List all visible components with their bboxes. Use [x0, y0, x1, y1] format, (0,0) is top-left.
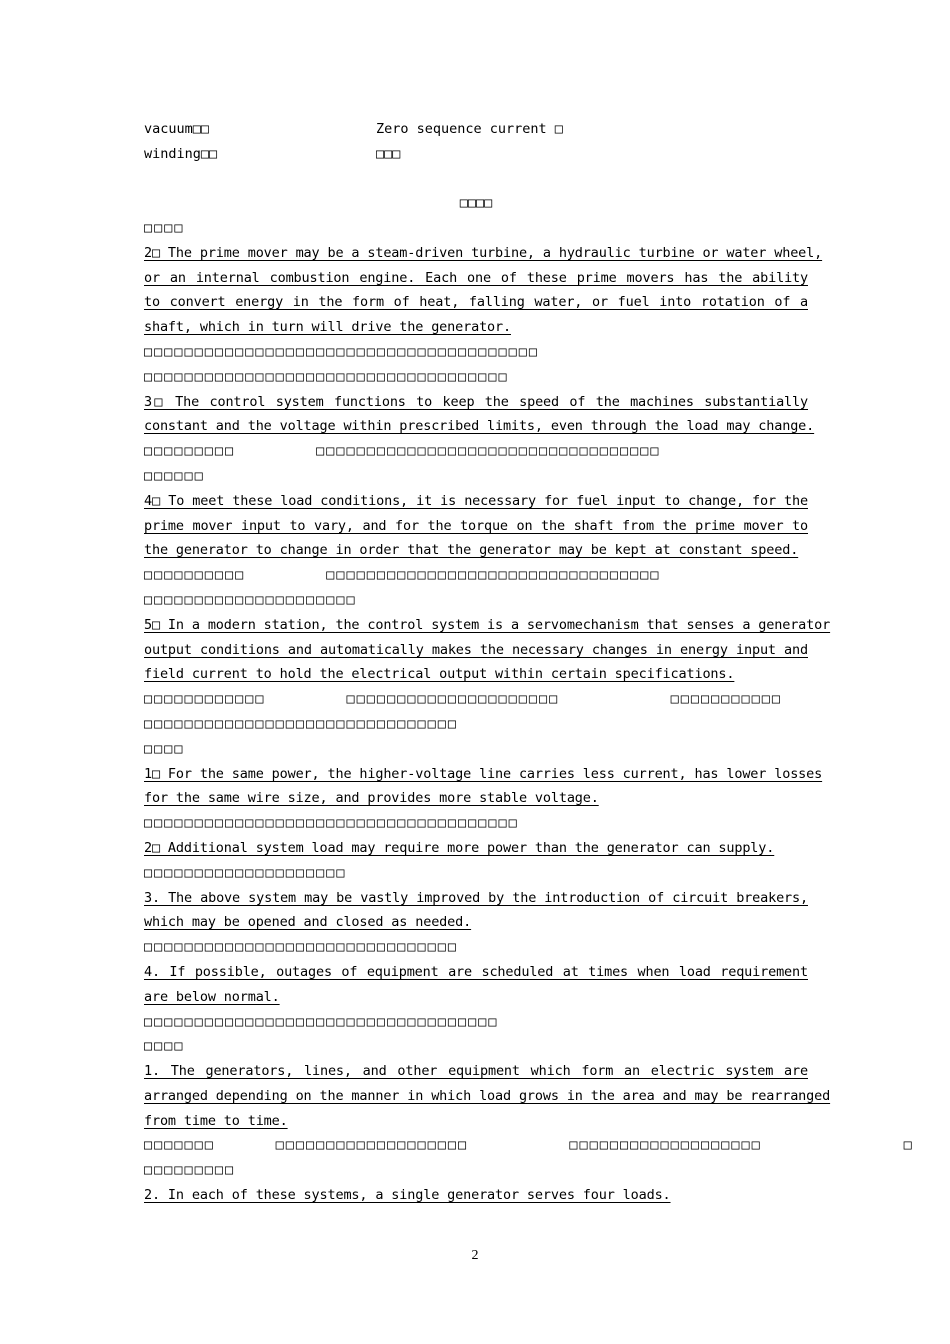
sentence-line: [144, 1109, 808, 1134]
translation-line: [144, 1133, 914, 1158]
translation-line: [144, 464, 808, 489]
english-sentence-text: are below normal.: [144, 988, 280, 1005]
translation-text: □□□□□□□ □□□□□□□□□□□□□□□□□□□ □□□□□□□□□□□□□□□□□□□ □: [144, 1137, 914, 1154]
translation-text: □□□□□□□□□□□□□□□□□□□□: [144, 864, 347, 881]
translation-text: □□□□□□□□□□□□ □□□□□□□□□□□□□□□□□□□□□ □□□□□□□□□□□: [144, 691, 783, 708]
translation-text: □□□□□□: [144, 467, 205, 484]
sentence-line: [144, 1059, 808, 1084]
translation-line: [144, 1034, 808, 1059]
sentence-line: [144, 390, 808, 415]
translation-text: □□□□: [144, 740, 185, 757]
translation-line: [144, 687, 808, 712]
sentence-line: [144, 762, 823, 787]
translation-text: □□□□□□□□□□□□□□□□□□□□□: [144, 591, 357, 608]
glossary-row: [144, 117, 808, 142]
translation-line: [144, 563, 808, 588]
translation-line: [144, 712, 808, 737]
sentence-line: [144, 985, 808, 1010]
translation-line: [144, 365, 808, 390]
translation-text: □□□□□□□□□□□□□□□□□□□□□□□□□□□□□□□□□□□: [144, 1013, 499, 1030]
english-sentence-text: for the same wire size, and provides more stable voltage.: [144, 790, 599, 807]
sentence-line: [144, 638, 808, 663]
english-sentence-text: the generator to change in order that the generator may be kept at constant speed.: [144, 542, 799, 559]
sentence-line: [144, 836, 808, 861]
translation-text: □□□□□□□□□□□□□□□□□□□□□□□□□□□□□□□: [144, 715, 458, 732]
content-body: [144, 216, 914, 1208]
page-number: 2: [471, 1248, 479, 1263]
translation-text: □□□□□□□□□□□□□□□□□□□□□□□□□□□□□□□□□□□□□: [144, 815, 519, 832]
english-sentence-text: to convert energy in the form of heat, falling water, or fuel into rotation of a: [144, 294, 808, 311]
translation-text: □□□□: [144, 220, 185, 236]
translation-line: [144, 935, 808, 960]
english-sentence-text: from time to time.: [144, 1112, 288, 1129]
translation-text: □□□□: [144, 1038, 185, 1055]
english-sentence-text: 3□ The control system functions to keep the speed of the machines substantially: [144, 393, 808, 410]
english-sentence-text: 3. The above system may be vastly improved by the introduction of circuit breakers,: [144, 889, 808, 906]
english-sentence-text: or an internal combustion engine. Each one of these prime movers has the ability: [144, 269, 808, 286]
translation-text: □□□□□□□□□: [144, 1162, 236, 1179]
sentence-line: [144, 613, 831, 638]
sentence-line: [144, 1183, 808, 1208]
sentence-line: [144, 886, 808, 911]
english-sentence-text: constant and the voltage within prescribed limits, even through the load may change.: [144, 418, 815, 435]
glossary-term: Zero sequence current □: [376, 121, 563, 137]
english-sentence-text: which may be opened and closed as needed.: [144, 914, 472, 931]
sentence-line: [144, 960, 808, 985]
translation-line: [144, 588, 808, 613]
glossary-term: winding□□: [144, 145, 218, 162]
sentence-line: [144, 315, 808, 340]
translation-line: [144, 340, 808, 365]
sentence-line: [144, 266, 808, 291]
sentence-line: [144, 514, 808, 539]
translation-line: [144, 811, 808, 836]
translation-line: [144, 216, 808, 241]
translation-text: □□□□□□□□□□□□□□□□□□□□□□□□□□□□□□□□□□□□: [144, 368, 509, 385]
english-sentence-text: 2□ Additional system load may require more power than the generator can supply.: [144, 839, 775, 856]
english-sentence-text: field current to hold the electrical output within certain specifications.: [144, 666, 735, 683]
sentence-line: [144, 538, 808, 563]
sentence-line: [144, 1084, 831, 1109]
translation-line: [144, 861, 808, 886]
glossary: [144, 117, 808, 167]
english-sentence-text: shaft, which in turn will drive the generator.: [144, 319, 511, 336]
translation-text: □□□□□□□□□□□□□□□□□□□□□□□□□□□□□□□□□□□□□□□: [144, 343, 539, 360]
english-sentence-text: 2□ The prime mover may be a steam-driven turbine, a hydraulic turbine or water wheel,: [144, 244, 823, 261]
sentence-line: [144, 414, 815, 439]
english-sentence-text: 1□ For the same power, the higher-voltage line carries less current, has lower losses: [144, 765, 823, 782]
translation-line: [144, 1158, 808, 1183]
english-sentence-text: 4. If possible, outages of equipment are scheduled at times when load requirement: [144, 963, 808, 980]
sentence-line: [144, 489, 808, 514]
english-sentence-text: 4□ To meet these load conditions, it is necessary for fuel input to change, for the: [144, 492, 808, 509]
glossary-row: [144, 142, 808, 167]
section-title: □□□□: [459, 195, 493, 211]
translation-line: [144, 439, 808, 464]
english-sentence-text: 2. In each of these systems, a single generator serves four loads.: [144, 1187, 671, 1204]
glossary-term: □□□: [376, 145, 401, 162]
translation-text: □□□□□□□□□□□□□□□□□□□□□□□□□□□□□□□: [144, 939, 458, 956]
translation-text: □□□□□□□□□ □□□□□□□□□□□□□□□□□□□□□□□□□□□□□□□□□□: [144, 443, 661, 460]
translation-text: □□□□□□□□□□ □□□□□□□□□□□□□□□□□□□□□□□□□□□□□□□□□: [144, 567, 661, 584]
english-sentence-text: output conditions and automatically makes the necessary changes in energy input and: [144, 641, 808, 658]
glossary-term: vacuum□□: [144, 121, 210, 137]
english-sentence-text: prime mover input to vary, and for the torque on the shaft from the prime mover to: [144, 517, 808, 534]
sentence-line: [144, 910, 808, 935]
english-sentence-text: 1. The generators, lines, and other equipment which form an electric system are: [144, 1063, 808, 1080]
english-sentence-text: 5□ In a modern station, the control system is a servomechanism that senses a generator: [144, 616, 831, 633]
sentence-line: [144, 786, 808, 811]
sentence-line: [144, 290, 808, 315]
translation-line: [144, 737, 808, 762]
translation-line: [144, 1010, 808, 1035]
sentence-line: [144, 241, 823, 266]
sentence-line: [144, 662, 808, 687]
english-sentence-text: arranged depending on the manner in which load grows in the area and may be rearranged: [144, 1087, 831, 1104]
